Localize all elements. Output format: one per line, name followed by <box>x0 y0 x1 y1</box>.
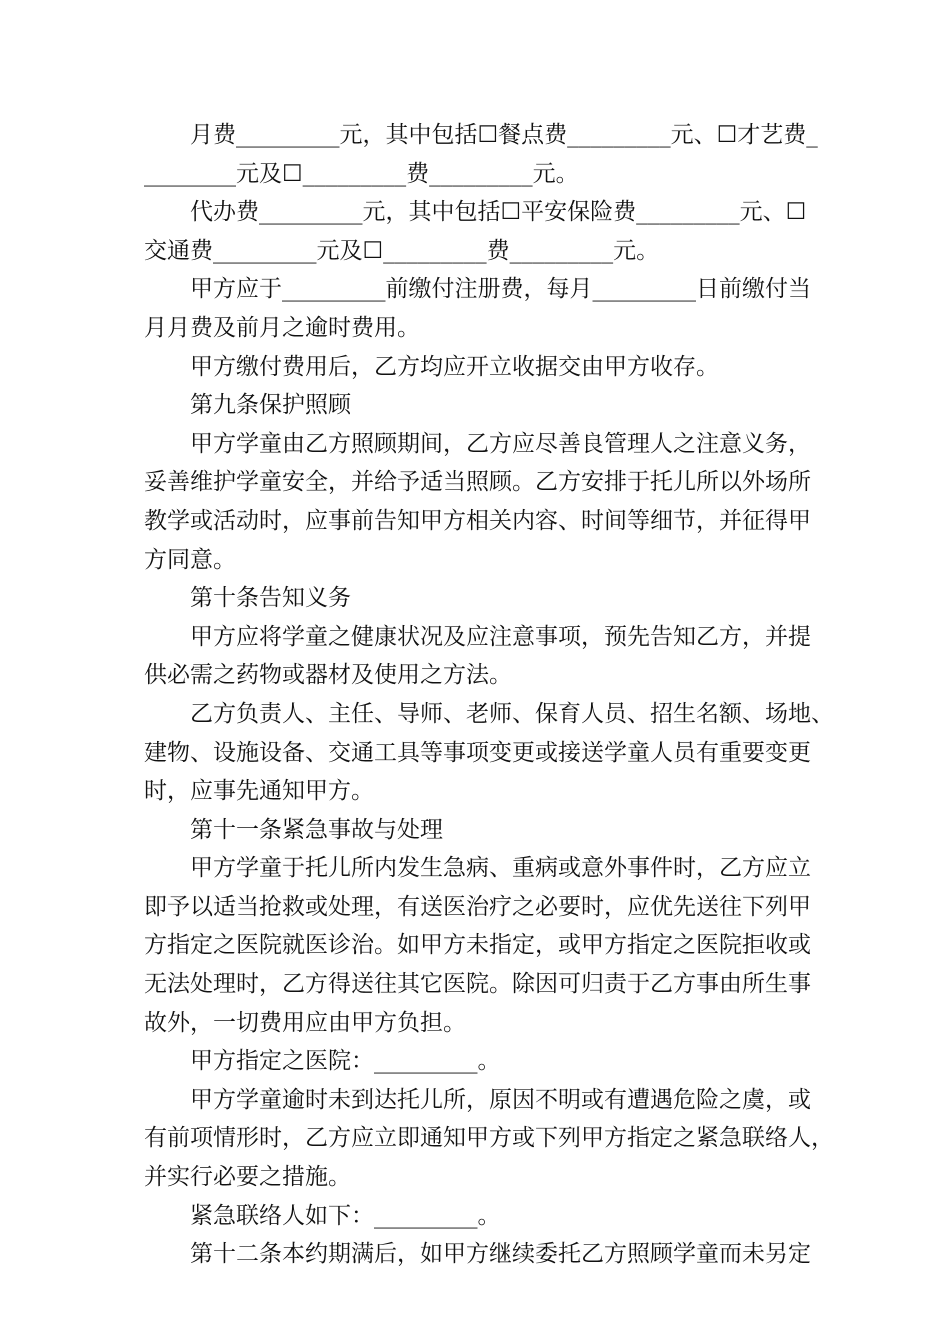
text-line: 供必需之药物或器材及使用之方法。 <box>144 662 512 689</box>
text-line: 月月费及前月之逾时费用。 <box>144 314 420 341</box>
contract-text-body <box>144 116 834 1274</box>
text-line: 无法处理时，乙方得送往其它医院。除因可归责于乙方事由所生事 <box>144 971 811 998</box>
text-line: 时，应事先通知甲方。 <box>144 778 374 805</box>
text-line: 方同意。 <box>144 546 236 573</box>
text-line: 甲方应于_________前缴付注册费，每月_________日前缴付当 <box>190 276 811 303</box>
text-line: 代办费_________元，其中包括☐平安保险费_________元、☐ <box>190 199 807 226</box>
text-line: 并实行必要之措施。 <box>144 1164 351 1191</box>
text-line: 建物、设施设备、交通工具等事项变更或接送学童人员有重要变更 <box>144 739 811 766</box>
text-line: 乙方负责人、主任、导师、老师、保育人员、招生名额、场地、 <box>190 700 834 727</box>
text-line: 教学或活动时，应事前告知甲方相关内容、时间等细节，并征得甲 <box>144 507 811 534</box>
section-heading: 第九条保护照顾 <box>190 392 351 419</box>
text-line: 甲方学童于托儿所内发生急病、重病或意外事件时，乙方应立 <box>190 855 811 882</box>
text-line: 甲方学童由乙方照顾期间，乙方应尽善良管理人之注意义务， <box>190 430 811 457</box>
section-heading: 第十条告知义务 <box>190 585 351 612</box>
section-heading: 第十二条本约期满后，如甲方继续委托乙方照顾学童而未另定 <box>190 1241 811 1268</box>
text-line: 即予以适当抢救或处理，有送医治疗之必要时，应优先送往下列甲 <box>144 893 811 920</box>
text-line: 紧急联络人如下：_________。 <box>190 1202 501 1229</box>
text-line: 交通费_________元及☐_________费_________元。 <box>144 237 660 264</box>
text-line: 有前项情形时，乙方应立即通知甲方或下列甲方指定之紧急联络人， <box>144 1125 834 1152</box>
text-line: 月费_________元，其中包括☐餐点费_________元、☐才艺费_ <box>190 122 818 148</box>
text-line: 甲方学童逾时未到达托儿所，原因不明或有遭遇危险之虞，或 <box>190 1086 811 1113</box>
text-line: 甲方指定之医院：_________。 <box>190 1048 501 1075</box>
text-line: 故外，一切费用应由甲方负担。 <box>144 1009 466 1036</box>
text-line: 甲方缴付费用后，乙方均应开立收据交由甲方收存。 <box>190 353 719 380</box>
section-heading: 第十一条紧急事故与处理 <box>190 816 443 843</box>
text-line: ________元及☐_________费_________元。 <box>144 160 579 187</box>
text-line: 方指定之医院就医诊治。如甲方未指定，或甲方指定之医院拒收或 <box>144 932 811 959</box>
text-line: 甲方应将学童之健康状况及应注意事项，预先告知乙方，并提 <box>190 623 811 650</box>
text-line: 妥善维护学童安全，并给予适当照顾。乙方安排于托儿所以外场所 <box>144 469 811 496</box>
